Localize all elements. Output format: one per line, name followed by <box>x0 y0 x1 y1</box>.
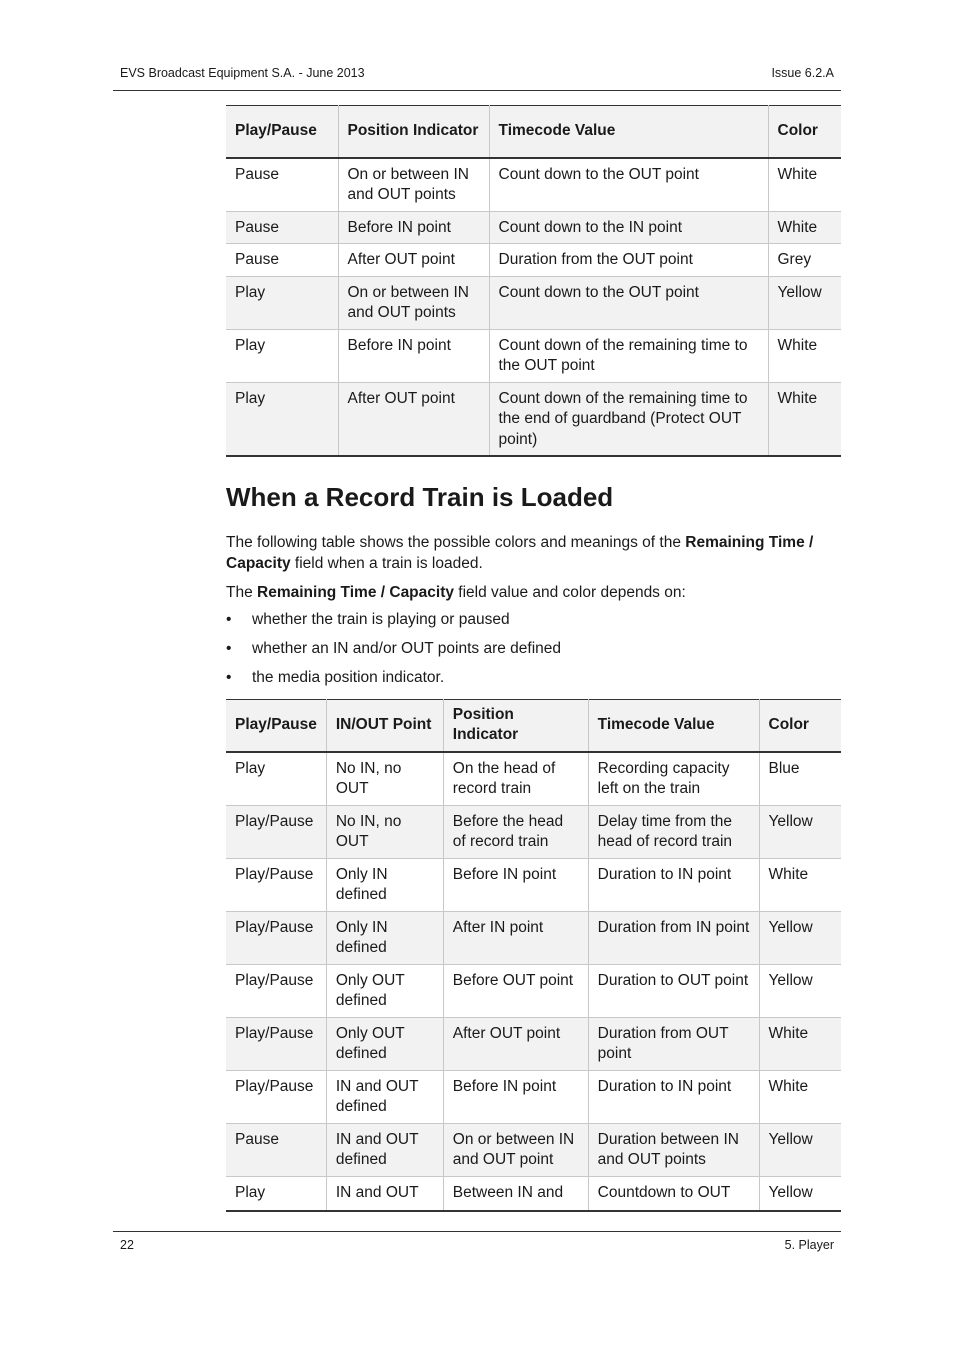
table-cell: Count down to the OUT point <box>489 276 768 329</box>
table-row <box>226 858 841 911</box>
table-cell: Play <box>235 283 266 301</box>
table-cell: Duration from OUT point <box>588 1017 759 1070</box>
table-cell: White <box>768 158 841 212</box>
table-cell: After IN point <box>443 911 588 964</box>
table-cell: Count down to the OUT point <box>489 158 768 212</box>
list-item <box>226 610 561 639</box>
table-row <box>226 1070 841 1123</box>
paragraph-text: field value and color depends on: <box>453 584 686 601</box>
bullet-icon: • <box>226 611 232 628</box>
table-cell: White <box>759 858 841 911</box>
table-row <box>226 1017 841 1070</box>
table-header-row <box>226 700 841 752</box>
column-header: Play/Pause <box>235 122 317 139</box>
table-cell: Duration between IN and OUT points <box>588 1123 759 1176</box>
table-cell: Only IN defined <box>326 858 443 911</box>
list-item-text: whether an IN and/or OUT points are defined <box>252 640 562 657</box>
table-cell: Countdown to OUT <box>588 1176 759 1211</box>
table-cell: Play/Pause <box>235 865 314 883</box>
table-cell: Only OUT defined <box>326 964 443 1017</box>
table-cell: Play/Pause <box>235 918 314 936</box>
table-cell: Count down to the IN point <box>489 211 768 244</box>
table-cell: On or between IN and OUT point <box>443 1123 588 1176</box>
header-right: Issue 6.2.A <box>771 66 834 80</box>
column-header: Color <box>768 106 841 158</box>
table-cell: Pause <box>235 165 279 183</box>
table-header-row <box>226 106 841 158</box>
paragraph-text: The following table shows the possible colors and meanings of the <box>226 534 686 551</box>
table-cell: White <box>759 1070 841 1123</box>
table-row <box>226 1123 841 1176</box>
table-row <box>226 911 841 964</box>
table-row <box>226 211 841 244</box>
table-cell: Play/Pause <box>235 971 314 989</box>
table-row <box>226 964 841 1017</box>
list-item-text: whether the train is playing or paused <box>252 611 510 628</box>
timecode-color-table <box>226 105 841 457</box>
bullet-icon: • <box>226 640 232 657</box>
table-cell: After OUT point <box>338 382 489 456</box>
section-title: When a Record Train is Loaded <box>226 482 614 512</box>
table-cell: Only OUT defined <box>326 1017 443 1070</box>
table-cell: Before IN point <box>443 858 588 911</box>
table-cell: On or between IN and OUT points <box>338 276 489 329</box>
page-number: 22 <box>120 1238 134 1252</box>
table-cell: No IN, no OUT <box>326 805 443 858</box>
table-cell: IN and OUT defined <box>326 1070 443 1123</box>
chapter-label: 5. Player <box>784 1238 834 1252</box>
table-cell: Count down of the remaining time to the end of guardband (Protect OUT point) <box>489 382 768 456</box>
table-cell: Between IN and <box>443 1176 588 1211</box>
table-cell: Duration to IN point <box>588 1070 759 1123</box>
table-cell: Duration from the OUT point <box>489 244 768 277</box>
table-cell: Before the head of record train <box>443 805 588 858</box>
paragraph-text: The <box>226 584 258 601</box>
table-cell: Grey <box>768 244 841 277</box>
table-cell: Blue <box>759 752 841 806</box>
table-cell: After OUT point <box>443 1017 588 1070</box>
table-cell: Play/Pause <box>235 812 314 830</box>
table-cell: Only IN defined <box>326 911 443 964</box>
table-cell: Before IN point <box>443 1070 588 1123</box>
table-row <box>226 244 841 277</box>
table-cell: Duration from IN point <box>588 911 759 964</box>
table-cell: Play <box>235 1183 266 1201</box>
table-cell: White <box>759 1017 841 1070</box>
header-left: EVS Broadcast Equipment S.A. - June 2013 <box>120 66 365 80</box>
table-row <box>226 1176 841 1211</box>
table-cell: IN and OUT <box>326 1176 443 1211</box>
column-header: Position Indicator <box>443 700 588 752</box>
table-cell: Before IN point <box>338 211 489 244</box>
table-cell: After OUT point <box>338 244 489 277</box>
intro-paragraph <box>226 532 841 574</box>
table-cell: Yellow <box>759 964 841 1017</box>
table-cell: Yellow <box>768 276 841 329</box>
header-divider <box>113 90 841 91</box>
column-header: Play/Pause <box>235 716 317 733</box>
column-header: Color <box>759 700 841 752</box>
table-cell: Pause <box>235 251 279 268</box>
bullet-icon: • <box>226 669 232 686</box>
table-cell: Pause <box>235 218 279 236</box>
table-cell: Before IN point <box>338 329 489 382</box>
table-row <box>226 752 841 806</box>
table-cell: Play <box>235 759 266 777</box>
table-cell: Delay time from the head of record train <box>588 805 759 858</box>
table-cell: Yellow <box>759 911 841 964</box>
list-item <box>226 668 561 697</box>
table-cell: Pause <box>235 1130 279 1148</box>
table-cell: No IN, no OUT <box>326 752 443 806</box>
footer-divider <box>113 1231 841 1232</box>
table-cell: White <box>768 382 841 456</box>
table-cell: Count down of the remaining time to the OUT point <box>489 329 768 382</box>
table-row <box>226 329 841 382</box>
record-train-table <box>226 699 841 1212</box>
table-cell: Play <box>235 389 266 407</box>
table-cell: Play <box>235 336 266 354</box>
table-cell: Duration to OUT point <box>588 964 759 1017</box>
list-item <box>226 639 561 668</box>
table-cell: Duration to IN point <box>588 858 759 911</box>
column-header: IN/OUT Point <box>326 700 443 752</box>
table-cell: White <box>768 329 841 382</box>
dependency-list <box>226 610 561 697</box>
table-cell: Before OUT point <box>443 964 588 1017</box>
paragraph-text: field when a train is loaded. <box>290 555 483 572</box>
table-cell: On the head of record train <box>443 752 588 806</box>
depends-paragraph <box>226 582 841 603</box>
table-cell: Play/Pause <box>235 1077 314 1095</box>
column-header: Position Indicator <box>338 106 489 158</box>
list-item-text: the media position indicator. <box>252 669 445 686</box>
table-row <box>226 805 841 858</box>
column-header: Timecode Value <box>588 700 759 752</box>
table-cell: Yellow <box>759 805 841 858</box>
table-cell: Play/Pause <box>235 1024 314 1042</box>
table-cell: On or between IN and OUT points <box>338 158 489 212</box>
table-row <box>226 158 841 212</box>
table-cell: IN and OUT defined <box>326 1123 443 1176</box>
table-cell: White <box>768 211 841 244</box>
table-row <box>226 276 841 329</box>
column-header: Timecode Value <box>489 106 768 158</box>
table-cell: Yellow <box>759 1123 841 1176</box>
field-name: Remaining Time / Capacity <box>226 534 814 572</box>
table-row <box>226 382 841 456</box>
field-name: Remaining Time / Capacity <box>257 584 454 601</box>
table-cell: Yellow <box>759 1176 841 1211</box>
table-cell: Recording capacity left on the train <box>588 752 759 806</box>
